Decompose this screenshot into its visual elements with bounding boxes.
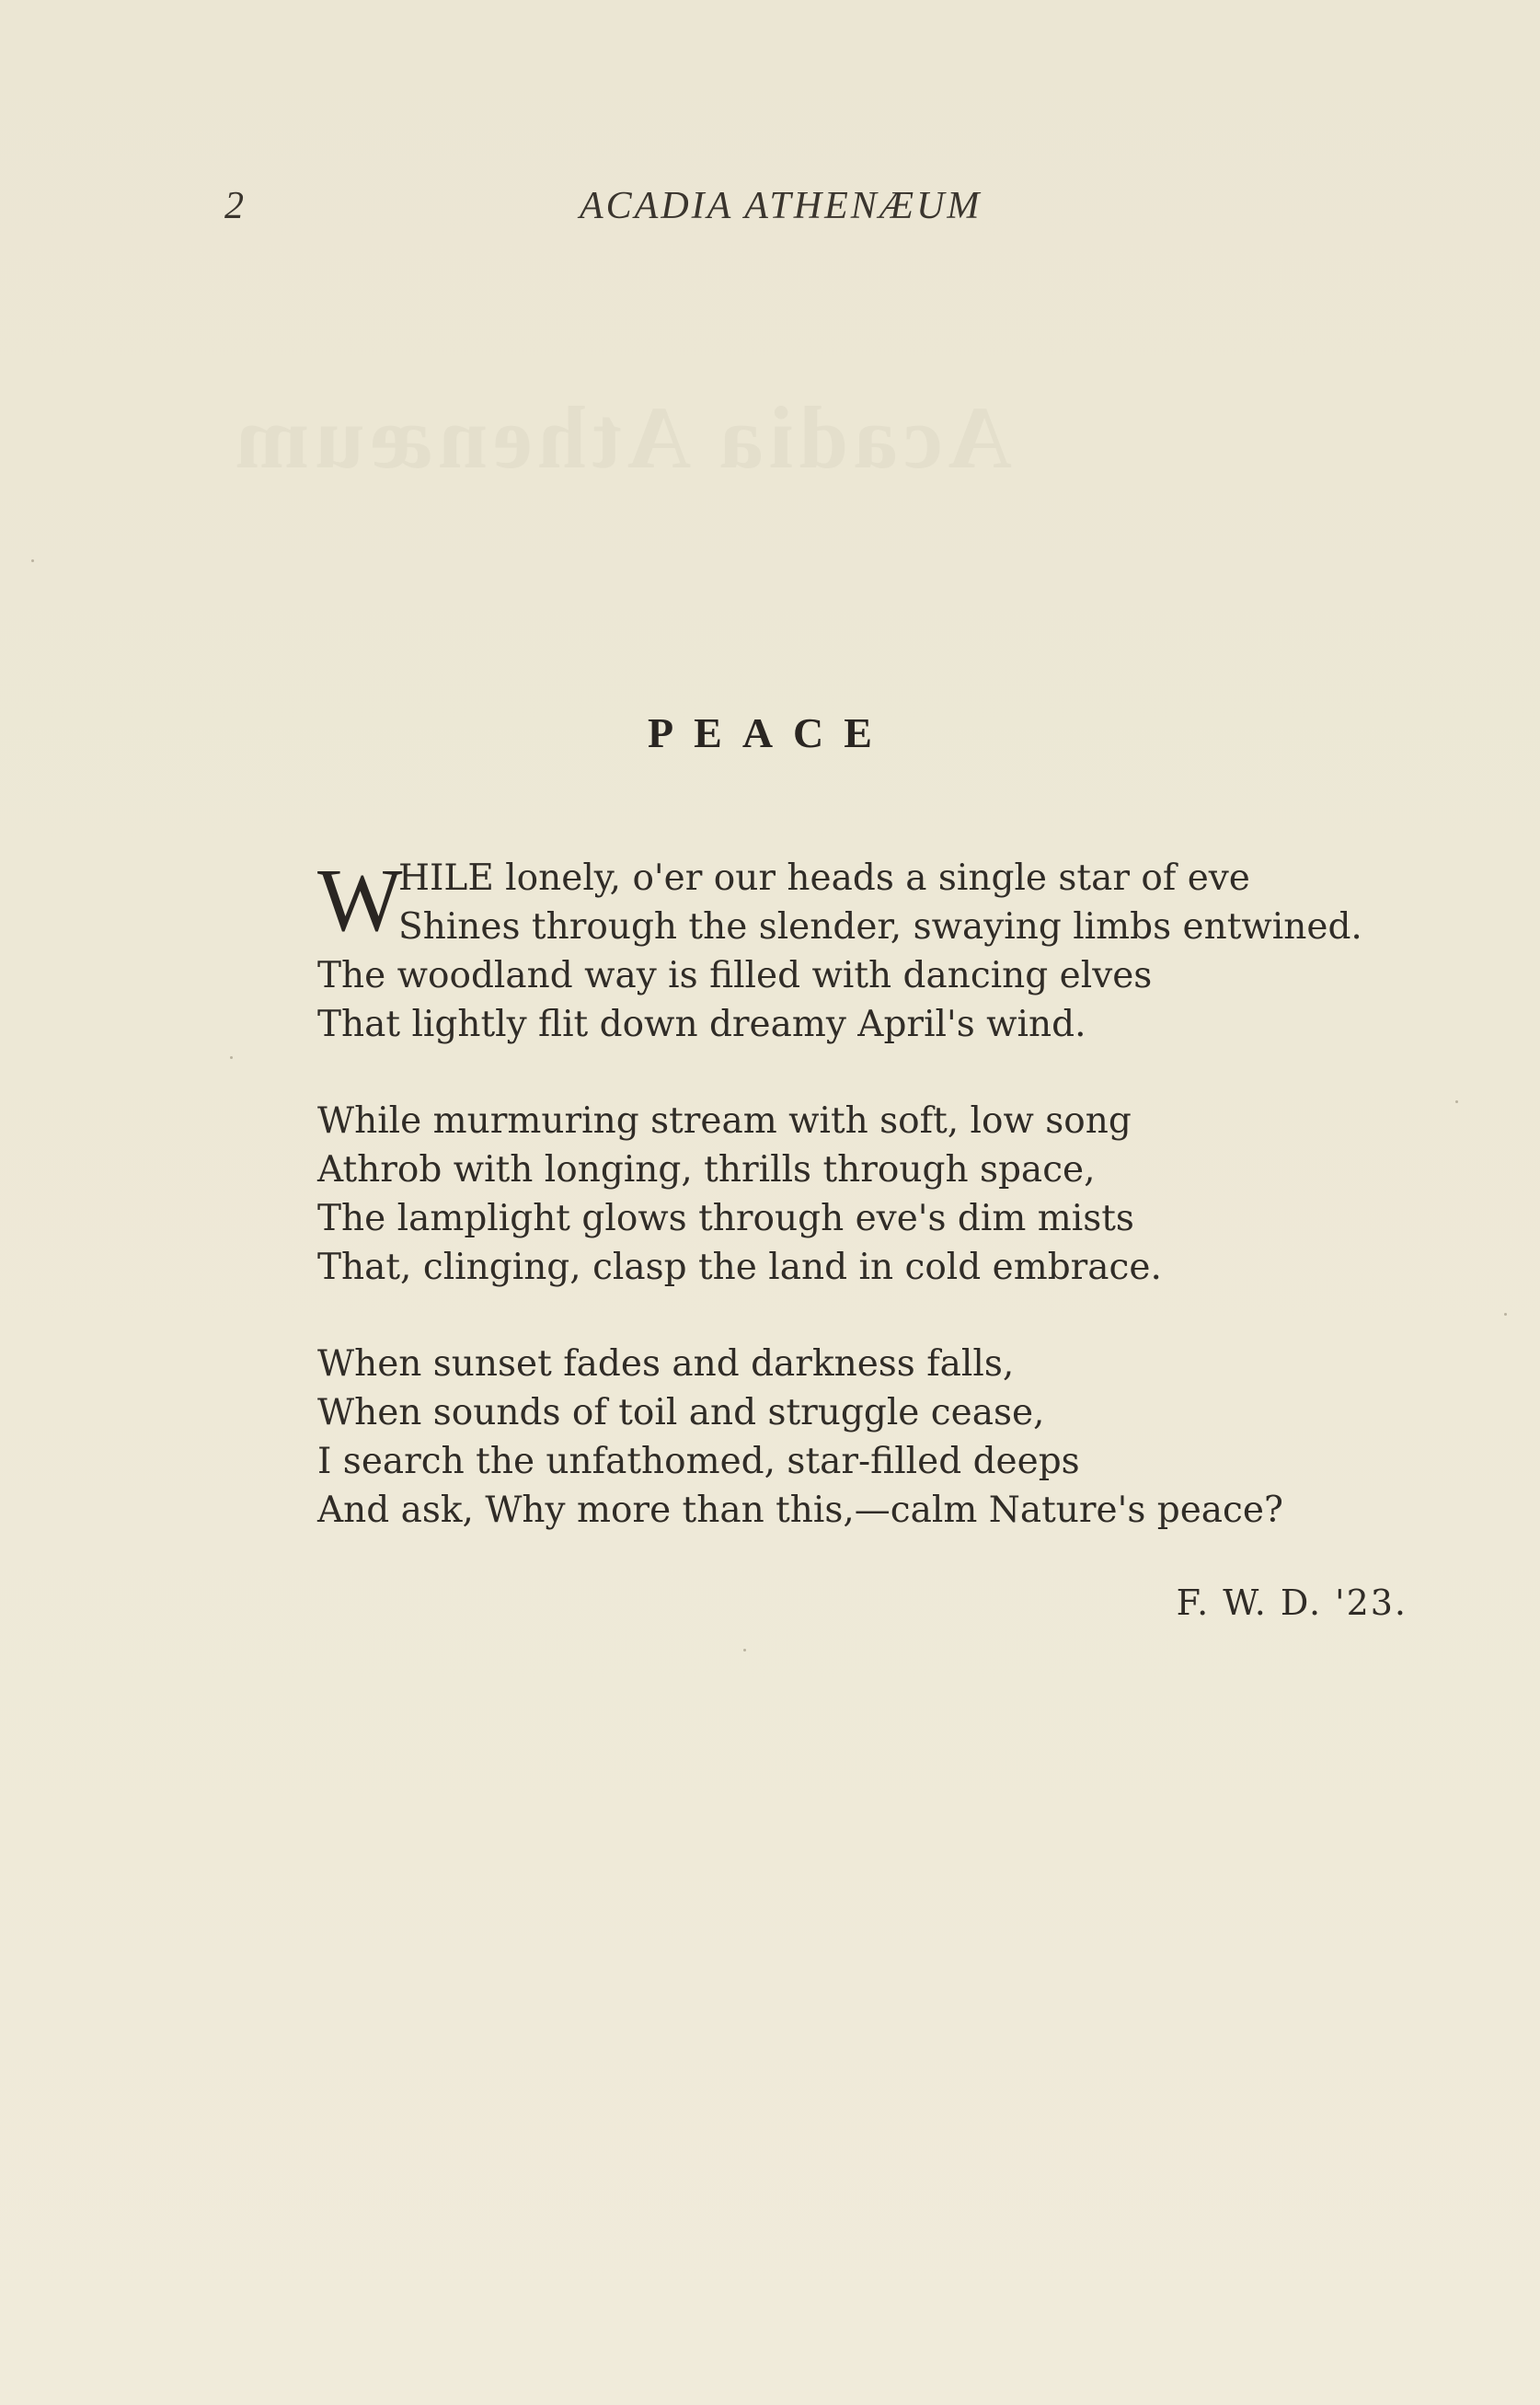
poem-title: PEACE xyxy=(648,709,892,756)
paper-speck xyxy=(1455,1100,1458,1103)
poem-line: The woodland way is filled with dancing elves xyxy=(317,955,1153,996)
stanza-2 xyxy=(317,1097,1458,1292)
running-head: ACADIA ATHENÆUM xyxy=(580,185,983,227)
poem-line: Shines through the slender, swaying limbs entwined. xyxy=(398,906,1362,948)
stanza-3 xyxy=(317,1340,1458,1535)
poem-line: When sunset fades and darkness falls, xyxy=(317,1343,1015,1385)
poem-line: While murmuring stream with soft, low song xyxy=(317,1100,1132,1142)
poem-line: Athrob with longing, thrills through space, xyxy=(317,1149,1096,1191)
poem-line: That lightly flit down dreamy April's wind. xyxy=(317,1004,1086,1045)
poem-line: When sounds of toil and struggle cease, xyxy=(317,1392,1045,1433)
paper-speck xyxy=(743,1649,746,1651)
poem-line: The lamplight glows through eve's dim mists xyxy=(317,1198,1134,1239)
drop-cap: W xyxy=(317,851,403,950)
author-signature: F. W. D. '23. xyxy=(1176,1582,1408,1623)
show-through-bleed: Acadia Athenæum xyxy=(230,388,1013,487)
poem-body xyxy=(317,851,1458,1582)
poem-line: And ask, Why more than this,—calm Nature's peace? xyxy=(317,1490,1283,1531)
paper-speck xyxy=(1504,1313,1507,1316)
poem-line-text: HILE lonely, o'er our heads a single star of eve xyxy=(398,857,1250,899)
paper-speck xyxy=(31,559,34,562)
poem-line: I search the unfathomed, star-filled deeps xyxy=(317,1441,1080,1482)
poem-line: That, clinging, clasp the land in cold embrace. xyxy=(317,1247,1162,1288)
page-number: 2 xyxy=(224,185,244,227)
stanza-1 xyxy=(317,851,1458,1049)
paper-speck xyxy=(230,1056,233,1059)
